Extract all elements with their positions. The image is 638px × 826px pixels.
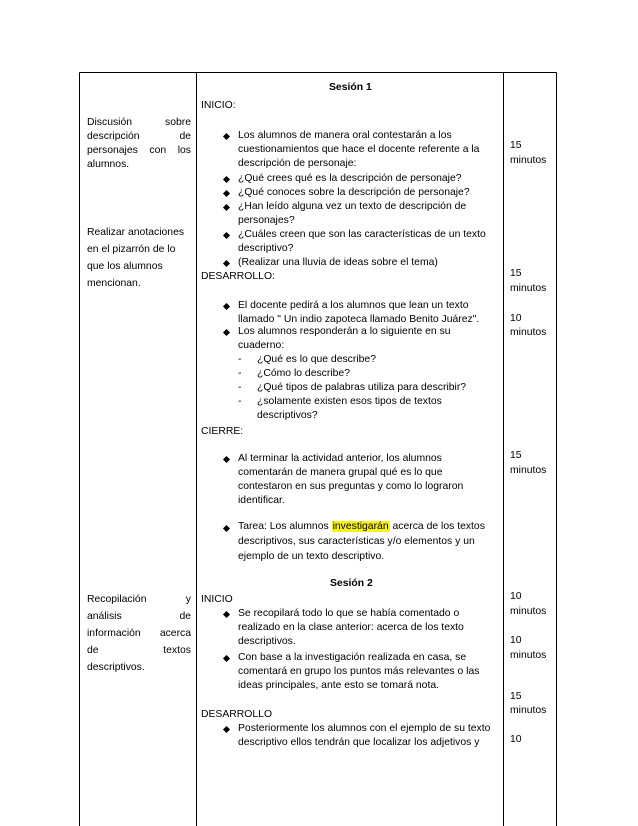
text-line: que los alumnos [87,261,163,272]
list-item: identificar. [238,495,285,506]
time-unit: minutos [510,705,547,716]
text-word: de [179,611,191,622]
text-word: de [179,131,191,142]
time-value: 15 [510,450,522,461]
cierre-heading: CIERRE: [201,426,244,437]
list-item: contestaron en sus preguntas y como lo lograron [238,481,464,492]
tarea-line [238,522,485,532]
list-item: Al terminar la actividad anterior, los alumnos [238,453,442,464]
text-word: sobre [165,117,191,128]
session-2-title: Sesión 2 [330,578,373,589]
text-line: Realizar anotaciones [87,227,185,238]
time-value: 10 [510,313,522,324]
list-item: ¿solamente existen esos tipos de textos [257,396,442,407]
inicio-heading: INICIO: [201,100,236,111]
text-line: descriptivos. [87,662,145,673]
time-value: 15 [510,268,522,279]
text-line: alumnos. [87,159,130,170]
time-value: 15 [510,691,522,702]
list-item: Con base a la investigación realizada en casa, se [238,652,467,663]
list-item: ¿Qué tipos de palabras utiliza para describir? [257,382,467,393]
dash-marker: - [238,382,242,393]
list-item: comentarán de manera grupal qué es lo que [238,467,443,478]
list-item: cuestionamientos que hace el docente referente a la [238,144,480,155]
list-item: descriptivos. [238,636,296,647]
list-item: descriptivo? [238,243,294,254]
text-word: los [177,145,191,156]
list-item: Se recopilará todo lo que se había comentado o [238,608,460,619]
desarrollo-2-heading: DESARROLLO [201,709,273,720]
text-word: Recopilación [87,594,147,605]
list-item: ¿Qué es lo que describe? [257,354,376,365]
inicio-2-heading: INICIO [201,594,233,605]
list-item: ¿Qué crees qué es la descripción de personaje? [238,173,462,184]
time-unit: minutos [510,465,547,476]
dash-marker: - [238,354,242,365]
text-run: acerca de los textos [392,521,485,532]
time-unit: minutos [510,650,547,661]
time-unit: minutos [510,283,547,294]
time-value: 10 [510,635,522,646]
time-value: 10 [510,591,522,602]
list-item: ¿Qué conoces sobre la descripción de personaje? [238,187,470,198]
text-word: información [87,628,141,639]
list-item: Los alumnos responderán a lo siguiente en su [238,326,451,337]
list-item: descriptivos? [257,410,318,421]
text-line: en el pizarrón de lo [87,244,176,255]
list-item: (Realizar una lluvia de ideas sobre el tema) [238,257,438,268]
list-item: realizado en la clase anterior: acerca de los texto [238,622,464,633]
dash-marker: - [238,368,242,379]
text-word: personajes [87,145,138,156]
list-item: ideas principales, ante esto se tomará nota. [238,680,440,691]
list-item: descripción de personaje: [238,158,357,169]
list-item: ejemplo de un texto descriptivo. [238,551,385,562]
list-item: El docente pedirá a los alumnos que lean un texto [238,300,469,311]
text-word: con [149,145,167,156]
text-word: acerca [159,628,191,639]
list-item: personajes? [238,215,295,226]
desarrollo-heading: DESARROLLO: [201,271,275,282]
list-item: llamado " Un indio zapoteca llamado Benito Juárez". [238,314,480,325]
time-value: 15 [510,140,522,151]
list-item: comentará en grupo los puntos más relevantes o las [238,666,480,677]
text-word: y [185,594,191,605]
list-item: descriptivos, sus características y/o elementos y un [238,536,475,547]
time-unit: minutos [510,155,547,166]
time-unit: minutos [510,606,547,617]
list-item: Posteriormente los alumnos con el ejemplo de su texto [238,723,491,734]
time-unit: minutos [510,327,547,338]
highlighted-word: investigarán [332,521,389,532]
text-word: Discusión [87,117,133,128]
dash-marker: - [238,396,242,407]
list-item: Los alumnos de manera oral contestarán a los [238,130,452,141]
text-word: de [87,645,99,656]
list-item: ¿Cómo lo describe? [257,368,350,379]
session-1-title: Sesión 1 [329,82,372,93]
text-word: textos [163,645,191,656]
list-item: ¿Cuáles creen que son las características de un texto [238,229,486,240]
time-value: 10 [510,734,522,745]
list-item: descriptivo ellos tendrán que localizar los adjetivos y [238,737,480,748]
list-item: cuaderno: [238,340,285,351]
list-item: ¿Han leído alguna vez un texto de descripción de [238,201,467,212]
text-run: Tarea: Los alumnos [238,521,329,532]
text-word: análisis [87,611,122,622]
text-line: mencionan. [87,278,141,289]
text-word: descripción [87,131,140,142]
